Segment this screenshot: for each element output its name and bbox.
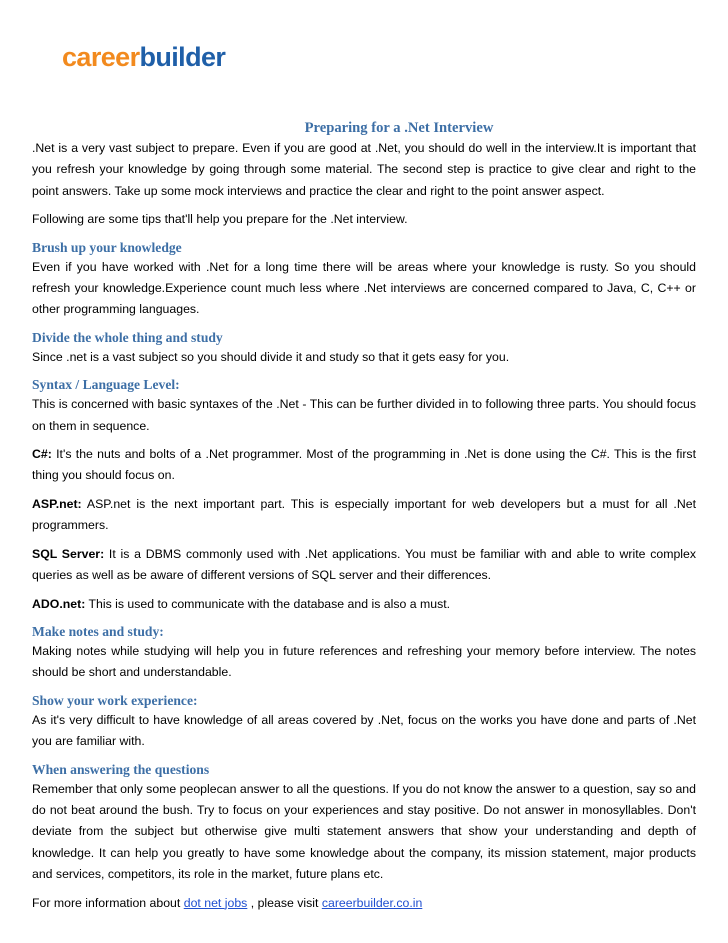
dot-net-jobs-link[interactable]: dot net jobs (183, 895, 248, 910)
ado-text: This is used to communicate with the database and is also a must. (85, 596, 451, 611)
footer-paragraph (32, 893, 696, 914)
aspnet-label: ASP.net: (32, 496, 82, 511)
aspnet-text: ASP.net is the next important part. This is especially important for web developers but a must for all .Net programmers. (32, 496, 696, 533)
brush-paragraph: Even if you have worked with .Net for a long time there will be areas where your knowledge is rusty. So you should refresh your knowledge.Experience count much less where .Net interviews are concerned compared to Java, C, C++ or other programming languages. (32, 259, 696, 317)
experience-heading: Show your work experience: (32, 692, 198, 708)
footer-prefix: For more information about (32, 895, 184, 910)
ado-paragraph (32, 594, 696, 615)
logo-part-career: career (62, 42, 140, 72)
syntax-heading: Syntax / Language Level: (32, 377, 180, 393)
brush-heading: Brush up your knowledge (32, 239, 182, 255)
ado-label: ADO.net: (32, 596, 86, 611)
tips-intro-paragraph: Following are some tips that'll help you prepare for the .Net interview. (32, 212, 408, 227)
answering-paragraph: Remember that only some peoplecan answer to all the questions. If you do not know the answer to a question, say so and do not beat around the bush. Try to focus on your experiences and stay positive. Do not answer in monosyllables. Don't deviate from the subject but otherwise give multi statement answers that show your understanding and depth of knowledge. It can help you greatly to have some knowledge about the company, its mission statement, major products and services, competitors, its role in the market, future plans etc. (32, 781, 696, 882)
experience-paragraph: As it's very difficult to have knowledge of all areas covered by .Net, focus on the works you have done and parts of .Net you are familiar with. (32, 712, 696, 749)
sql-text: It is a DBMS commonly used with .Net applications. You must be familiar with and able to write complex queries as well as be aware of different versions of SQL server and their differences. (32, 546, 697, 583)
divide-paragraph: Since .net is a vast subject so you should divide it and study so that it gets easy for you. (32, 349, 510, 364)
csharp-label: C#: (32, 447, 52, 462)
notes-heading: Make notes and study: (32, 623, 164, 639)
syntax-paragraph: This is concerned with basic syntaxes of the .Net - This can be further divided in to following three parts. You should focus on them in sequence. (32, 397, 696, 433)
logo-part-builder: builder (139, 42, 226, 72)
notes-paragraph: Making notes while studying will help you in future references and refreshing your memory before interview. The notes should be short and understandable. (32, 643, 696, 680)
footer-middle: , please visit (247, 895, 322, 910)
careerbuilder-logo (62, 44, 225, 71)
sql-label: SQL Server: (32, 546, 105, 561)
csharp-paragraph (32, 444, 696, 487)
answering-heading: When answering the questions (32, 761, 210, 777)
intro-paragraph: .Net is a very vast subject to prepare. Even if you are good at .Net, you should do well in the interview.It is important that you refresh your knowledge by going through some material. The second step is practice to give clear and right to the point answers. Take up some mock interviews and practice the clear and right to the point answer aspect. (32, 141, 696, 198)
sql-paragraph (32, 544, 696, 587)
document-body (32, 118, 696, 921)
csharp-text: It's the nuts and bolts of a .Net programmer. Most of the programming in .Net is done using the C#. This is the first thing you should focus on. (32, 447, 696, 483)
divide-heading: Divide the whole thing and study (32, 329, 223, 345)
document-title: Preparing for a .Net Interview (304, 120, 494, 136)
careerbuilder-link[interactable]: careerbuilder.co.in (321, 895, 423, 910)
aspnet-paragraph (32, 494, 696, 537)
